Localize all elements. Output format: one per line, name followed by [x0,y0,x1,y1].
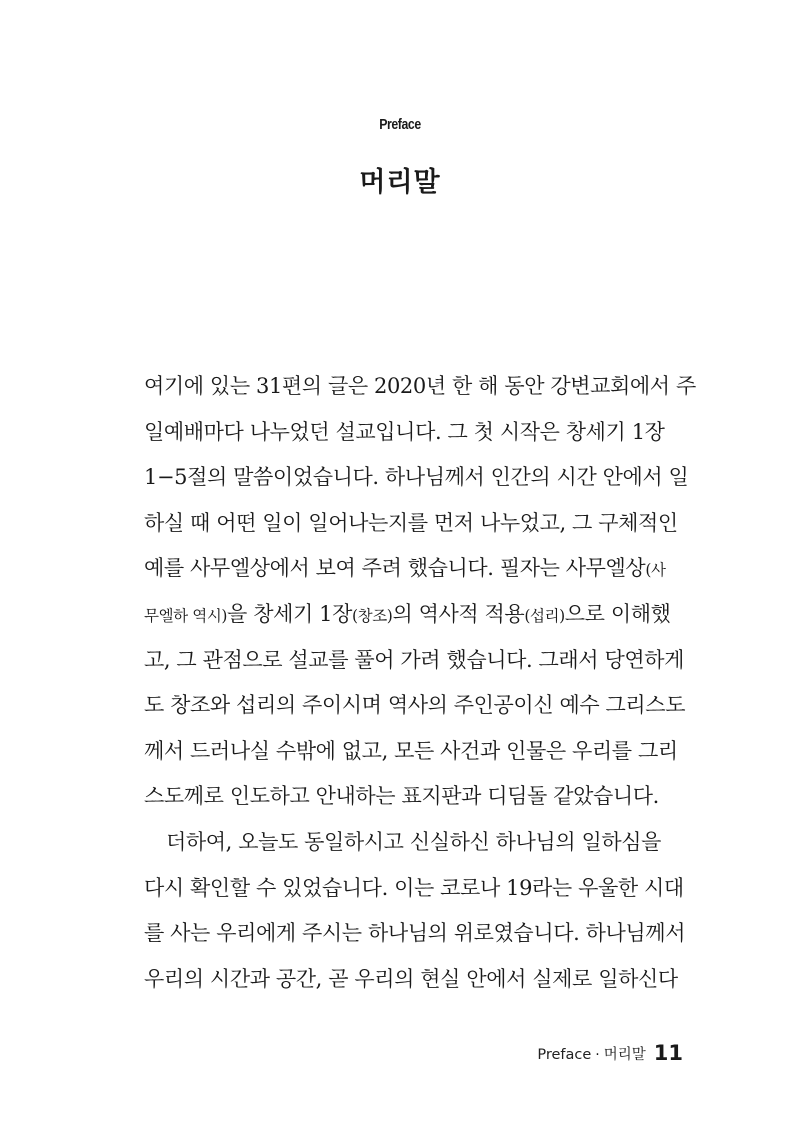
text-line [144,546,684,592]
annotation-small: (섭리) [524,606,565,625]
footer-separator: · [595,1047,600,1063]
text-line: 도 창조와 섭리의 주이시며 역사의 주인공이신 예수 그리스도 [144,693,686,718]
text-line: 하실 때 어떤 일이 일어나는지를 먼저 나누었고, 그 구체적인 [144,510,678,535]
text-line: 여기에 있는 31편의 글은 2020년 한 해 동안 강변교회에서 주 [144,374,696,398]
body-text [144,364,696,1002]
running-title-ko: 머리말 [603,1047,646,1063]
page-number: 11 [653,1041,683,1065]
text-line: 다시 확인할 수 있었습니다. 이는 코로나 19라는 우울한 시대 [144,875,684,900]
text-line: 께서 드러나실 수밖에 없고, 모든 사건과 인물은 우리를 그리 [144,738,678,763]
text-run: 예를 사무엘상에서 보여 주려 했습니다. 필자는 사무엘상 [144,556,646,581]
page-title: 머리말 [359,167,441,198]
text-line: 고, 그 관점으로 설교를 풀어 가려 했습니다. 그래서 당연하게 [144,647,685,672]
text-line: 더하여, 오늘도 동일하시고 신실하신 하나님의 일하심을 [166,829,662,854]
text-line: 1−5절의 말씀이었습니다. 하나님께서 인간의 시간 안에서 일 [144,465,689,490]
page-footer [0,1041,683,1065]
text-line [144,592,684,638]
annotation-small: 무엘하 역시) [144,606,228,625]
text-line: 를 사는 우리에게 주시는 하나님의 위로였습니다. 하나님께서 [144,921,686,946]
running-title-en: Preface [537,1047,592,1063]
text-run: 으로 이해했 [564,601,671,626]
annotation-small: (창조) [352,606,393,625]
text-line: 스도께로 인도하고 안내하는 표지판과 디딤돌 같았습니다. [144,784,659,809]
text-run: 의 역사적 적용 [392,601,525,626]
text-line: 우리의 시간과 공간, 곧 우리의 현실 안에서 실제로 일하신다 [144,966,678,991]
section-eyebrow: Preface [379,116,421,133]
text-run: 을 창세기 1장 [227,601,352,626]
annotation-small: (사 [645,561,666,580]
text-line: 일예배마다 나누었던 설교입니다. 그 첫 시작은 창세기 1장 [144,419,665,444]
